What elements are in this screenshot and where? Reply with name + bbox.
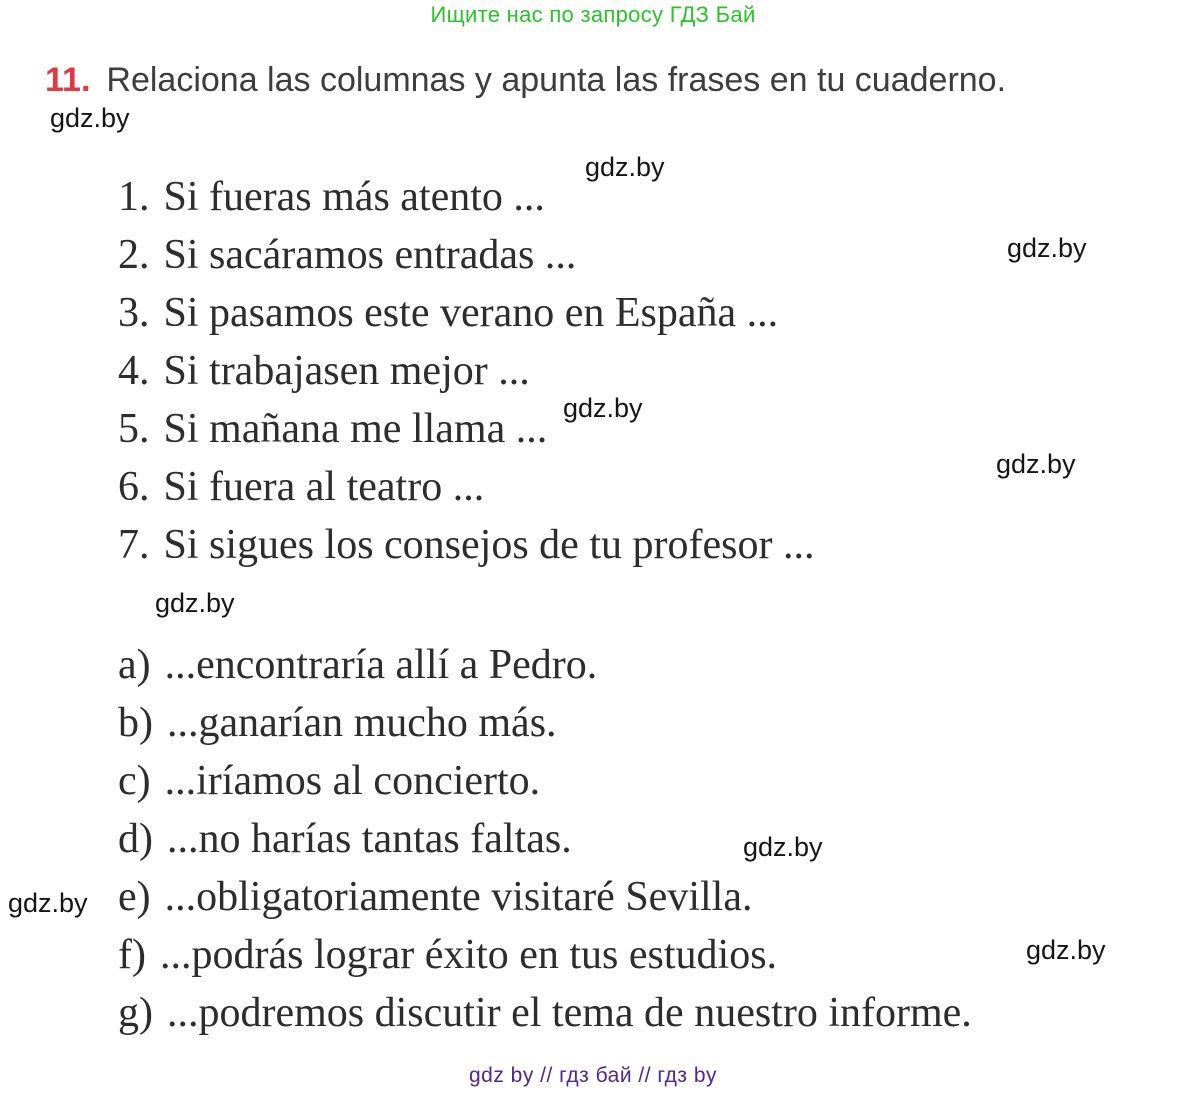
- item-number: 1.: [118, 174, 150, 220]
- item-text: ...iríamos al concierto.: [164, 758, 541, 804]
- item-text: ...no harías tantas faltas.: [167, 816, 572, 862]
- item-text: Si sigues los consejos de tu profesor ...: [163, 522, 815, 568]
- item-text: ...encontraría allí a Pedro.: [164, 642, 598, 688]
- list-item: [118, 694, 972, 752]
- list-item: [118, 226, 814, 284]
- gdz-watermark: gdz.by: [996, 449, 1076, 479]
- list-item: [118, 284, 814, 342]
- item-text: ...obligatoriamente visitaré Sevilla.: [164, 874, 753, 920]
- item-text: Si sacáramos entradas ...: [163, 232, 577, 278]
- results-list: [118, 636, 972, 1042]
- list-item: [118, 752, 972, 810]
- item-letter: e): [118, 874, 151, 920]
- item-number: 3.: [118, 290, 150, 336]
- item-text: Si trabajasen mejor ...: [163, 348, 530, 394]
- list-item: [118, 868, 972, 926]
- exercise-title: Relaciona las columnas y apunta las frases en tu cuaderno.: [106, 61, 1007, 99]
- list-item: [118, 400, 814, 458]
- list-item: [118, 926, 972, 984]
- item-letter: a): [118, 642, 151, 688]
- gdz-watermark: gdz.by: [155, 588, 235, 618]
- list-item: [118, 342, 814, 400]
- item-number: 6.: [118, 464, 150, 510]
- item-text: Si fuera al teatro ...: [163, 464, 485, 510]
- list-item: [118, 636, 972, 694]
- item-text: ...podrás lograr éxito en tus estudios.: [159, 932, 778, 978]
- item-text: Si mañana me llama ...: [163, 406, 548, 452]
- gdz-watermark: gdz.by: [50, 103, 130, 133]
- gdz-watermark: gdz.by: [743, 832, 823, 862]
- list-item: [118, 168, 814, 226]
- item-letter: g): [118, 990, 153, 1036]
- item-number: 4.: [118, 348, 150, 394]
- item-letter: f): [118, 932, 146, 978]
- gdz-watermark: gdz.by: [585, 152, 665, 182]
- footer-watermark: gdz by // гдз бай // гдз by: [468, 1064, 718, 1087]
- list-item: [118, 810, 972, 868]
- item-text: ...ganarían mucho más.: [167, 700, 557, 746]
- exercise-heading: [45, 60, 1175, 100]
- gdz-watermark: gdz.by: [1007, 233, 1087, 263]
- gdz-watermark: gdz.by: [1026, 935, 1106, 965]
- top-promo-text: Ищите нас по запросу ГДЗ Бай: [430, 2, 756, 27]
- item-letter: d): [118, 816, 153, 862]
- list-item: [118, 516, 814, 574]
- gdz-watermark: gdz.by: [8, 888, 88, 918]
- item-text: Si pasamos este verano en España ...: [163, 290, 779, 336]
- list-item: [118, 984, 972, 1042]
- item-number: 2.: [118, 232, 150, 278]
- item-number: 7.: [118, 522, 150, 568]
- gdz-watermark: gdz.by: [563, 393, 643, 423]
- item-number: 5.: [118, 406, 150, 452]
- list-item: [118, 458, 814, 516]
- item-letter: c): [118, 758, 151, 804]
- item-letter: b): [118, 700, 153, 746]
- conditions-list: [118, 168, 814, 574]
- exercise-number: 11.: [45, 61, 91, 99]
- item-text: ...podremos discutir el tema de nuestro informe.: [167, 990, 972, 1036]
- item-text: Si fueras más atento ...: [163, 174, 545, 220]
